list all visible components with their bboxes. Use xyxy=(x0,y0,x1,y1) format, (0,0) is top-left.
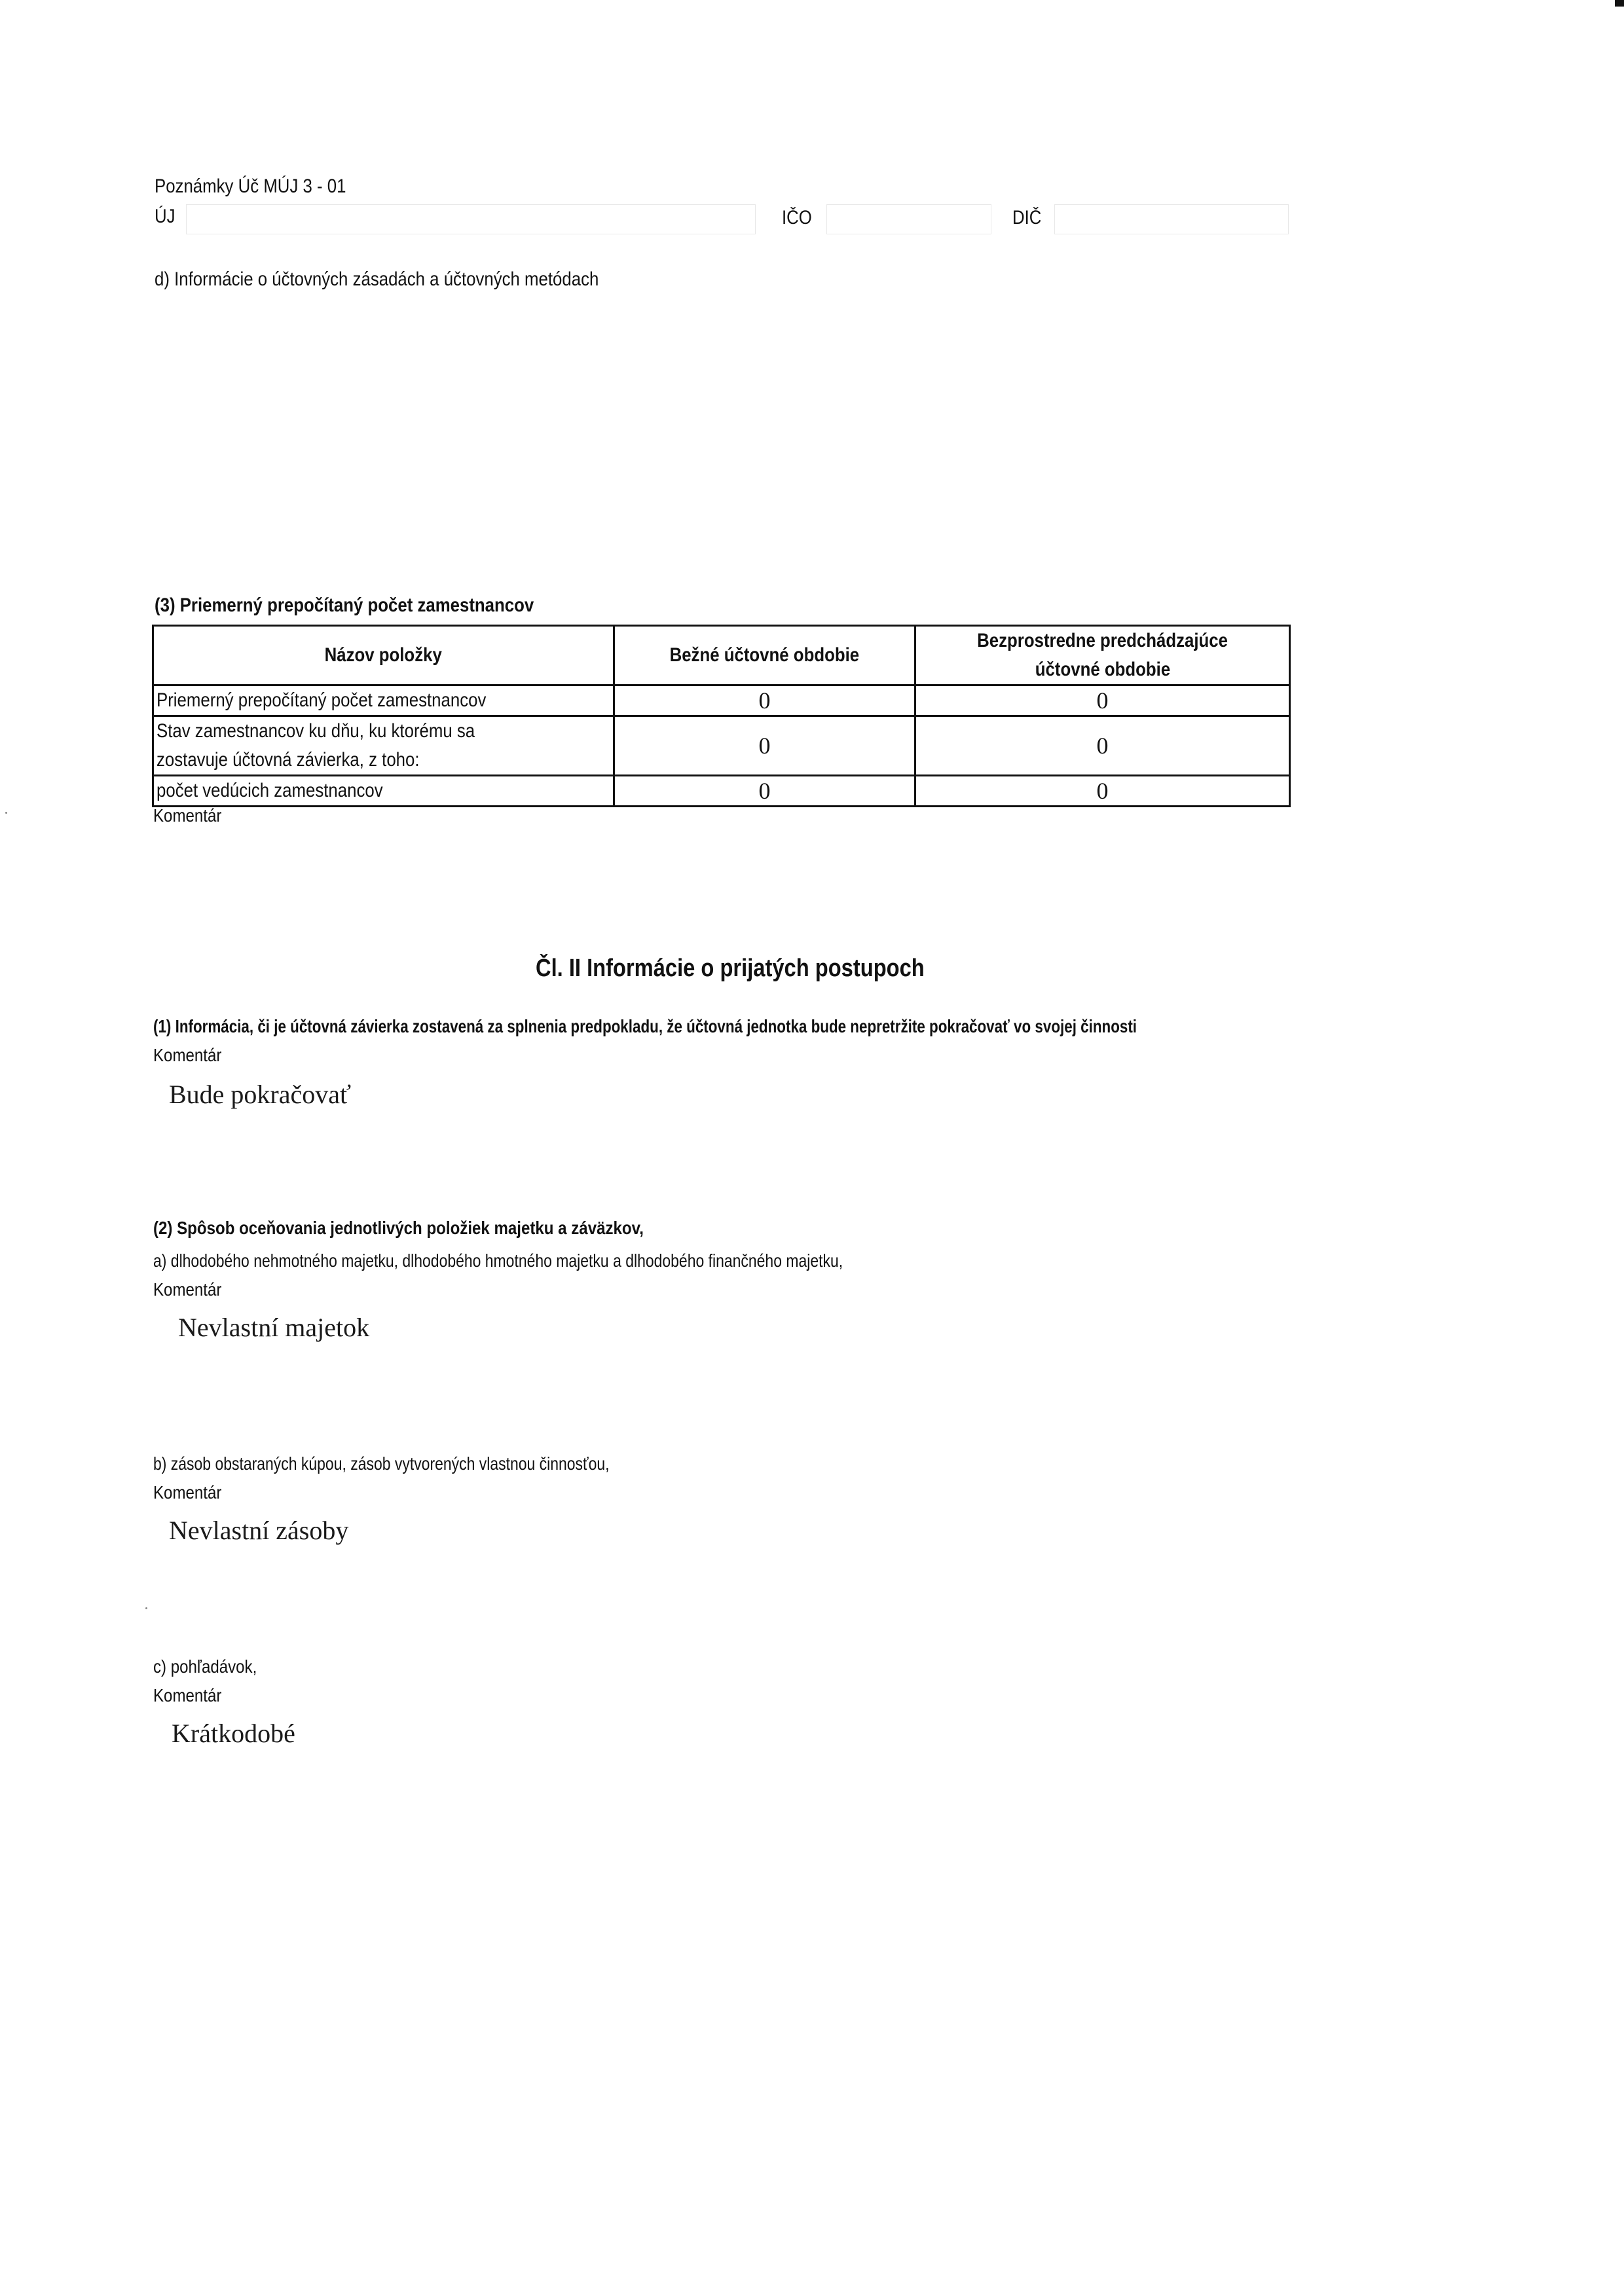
scan-speck xyxy=(5,812,7,814)
column-header-previous: Bezprostredne predchádzajúce účtovné obdobie xyxy=(915,626,1290,685)
column-header-name: Názov položky xyxy=(153,626,614,685)
ico-label: IČO xyxy=(782,207,812,228)
item2-a-text: a) dlhodobého nehmotného majetku, dlhodobého hmotného majetku a dlhodobého finančného majetku, xyxy=(153,1250,843,1271)
employees-comment-label: Komentár xyxy=(153,805,222,826)
table-header-row xyxy=(153,626,1290,685)
item2-c-text: c) pohľadávok, xyxy=(153,1656,257,1677)
uj-field[interactable] xyxy=(186,204,756,234)
row-previous-value: 0 xyxy=(915,716,1290,776)
row-label: Stav zamestnancov ku dňu, ku ktorému sa zostavuje účtovná závierka, z toho: xyxy=(153,716,614,776)
item2-b-comment: Nevlastní zásoby xyxy=(169,1516,349,1545)
item1-heading: (1) Informácia, či je účtovná závierka zostavená za splnenia predpokladu, že účtovná jednotka bude nepretržite pokračovať vo svojej činnosti xyxy=(153,1016,1137,1036)
row-previous-value: 0 xyxy=(915,776,1290,807)
table-row xyxy=(153,685,1290,716)
item1-comment-label: Komentár xyxy=(153,1045,222,1065)
column-header-current: Bežné účtovné obdobie xyxy=(614,626,915,685)
item2-c-comment-label: Komentár xyxy=(153,1685,222,1705)
item2-heading: (2) Spôsob oceňovania jednotlivých položiek majetku a záväzkov, xyxy=(153,1218,644,1238)
dic-label: DIČ xyxy=(1012,207,1042,228)
item2-a-comment-label: Komentár xyxy=(153,1279,222,1300)
item2-c-comment: Krátkodobé xyxy=(172,1719,295,1748)
dic-field[interactable] xyxy=(1054,204,1289,234)
ico-field[interactable] xyxy=(826,204,991,234)
row-label: počet vedúcich zamestnancov xyxy=(153,776,614,807)
employees-table xyxy=(152,625,1291,807)
item1-comment: Bude pokračovať xyxy=(169,1080,352,1109)
scan-speck xyxy=(145,1607,147,1609)
row-current-value: 0 xyxy=(614,685,915,716)
table-row xyxy=(153,776,1290,807)
chapter-title: Čl. II Informácie o prijatých postupoch xyxy=(536,955,925,982)
item2-b-text: b) zásob obstaraných kúpou, zásob vytvorených vlastnou činnosťou, xyxy=(153,1453,610,1474)
table-row xyxy=(153,716,1290,776)
row-current-value: 0 xyxy=(614,776,915,807)
form-title: Poznámky Úč MÚJ 3 - 01 xyxy=(155,175,346,197)
item2-a-comment: Nevlastní majetok xyxy=(178,1313,370,1342)
row-label: Priemerný prepočítaný počet zamestnancov xyxy=(153,685,614,716)
row-previous-value: 0 xyxy=(915,685,1290,716)
item2-b-comment-label: Komentár xyxy=(153,1482,222,1503)
row-current-value: 0 xyxy=(614,716,915,776)
uj-label: ÚJ xyxy=(155,206,175,227)
employees-heading: (3) Priemerný prepočítaný počet zamestnancov xyxy=(155,594,534,616)
section-d-heading: d) Informácie o účtovných zásadách a účtovných metódach xyxy=(155,268,599,290)
scan-corner-mark xyxy=(1615,0,1624,7)
